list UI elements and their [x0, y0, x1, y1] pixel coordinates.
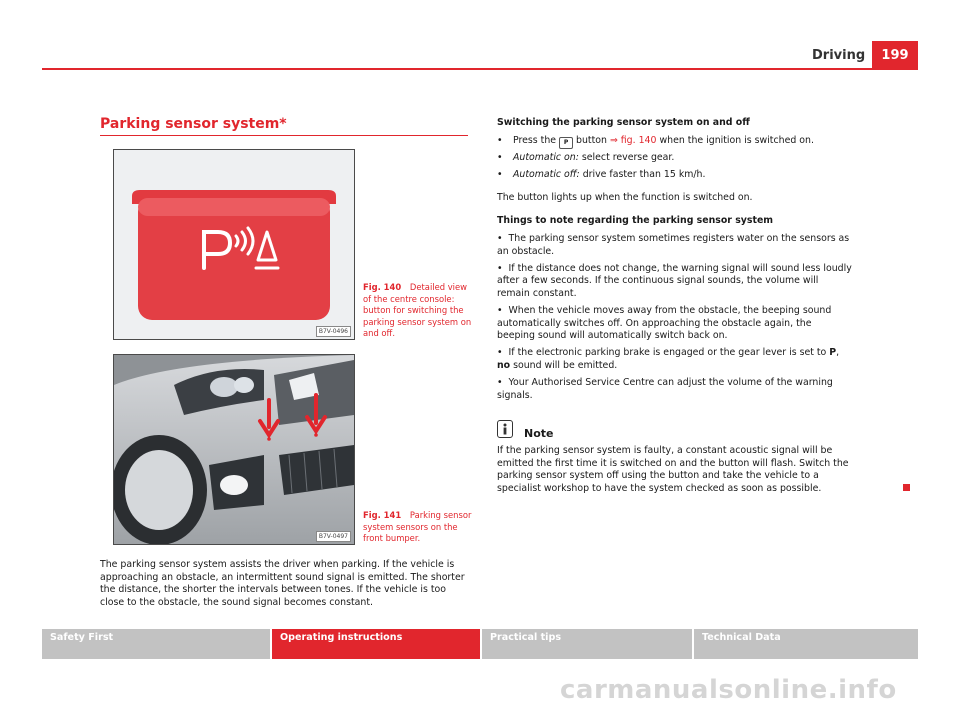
info-glyph	[500, 423, 510, 435]
list-item: • If the distance does not change, the warning signal will sound less loudly after a few seconds. If the continuous signal sounds, the volume will remain constant.	[497, 262, 852, 299]
list-item: • If the electronic parking brake is engaged or the gear lever is set to P, no sound will be emitted.	[497, 347, 840, 371]
figure-141-caption	[363, 510, 473, 545]
figure-reference-link[interactable]: ⇒ fig. 140	[609, 135, 657, 146]
bullet-dot: •	[497, 152, 503, 163]
note-label: Note	[524, 427, 554, 440]
figure-caption-text: Detailed view of the centre console: button for switching the parking sensor system on and off.	[363, 282, 472, 338]
header-rule	[42, 68, 918, 70]
list-item-text: ,	[836, 347, 840, 359]
list-item-text: The parking sensor system sometimes registers water on the sensors as an obstacle.	[497, 233, 850, 257]
bullet-emphasis: Automatic on:	[513, 152, 579, 163]
figure-140-image	[113, 149, 355, 340]
bullet-text: when the ignition is switched on.	[659, 135, 814, 146]
front-bumper-illustration	[114, 355, 354, 544]
list-item-bold: P	[829, 347, 837, 359]
bullet-text: drive faster than 15 km/h.	[582, 169, 706, 180]
button-lit-text: The button lights up when the function is switched on.	[497, 192, 753, 203]
list-item-bold: no	[497, 359, 511, 371]
page-number: 199	[872, 41, 918, 69]
figure-code: B7V-0497	[316, 531, 351, 542]
park-assist-button-illustration	[114, 150, 354, 339]
note-text: If the parking sensor system is faulty, a constant acoustic signal will be emitted the first time it is switched on and the button will flash. Switch the parking sensor system off using the button and take the vehicle to a specialist workshop to have the system checked as soon as possible.	[497, 445, 849, 494]
figure-140-caption	[363, 282, 473, 340]
switching-bullet-3	[497, 169, 857, 182]
figure-caption-text: Parking sensor system sensors on the front bumper.	[363, 510, 472, 543]
section-title: Parking sensor system*	[100, 116, 287, 132]
list-item-text: If the distance does not change, the warning signal will sound less loudly after a few seconds. If the continuous signal sounds, the volume will remain constant.	[497, 262, 852, 299]
tab-technical-data[interactable]: Technical Data	[694, 629, 918, 659]
section-rule	[100, 135, 468, 136]
list-item: • The parking sensor system sometimes registers water on the sensors as an obstacle.	[497, 233, 850, 257]
watermark: carmanualsonline.info	[560, 675, 897, 705]
figure-label: Fig. 140	[363, 282, 402, 292]
figure-code: B7V-0496	[316, 326, 351, 337]
switching-bullet-2	[497, 152, 857, 165]
figure-label: Fig. 141	[363, 510, 402, 520]
things-list	[497, 233, 852, 407]
section-end-marker	[903, 484, 910, 491]
switching-bullet-1	[497, 135, 857, 149]
bullet-text: button	[576, 135, 607, 146]
intro-paragraph: The parking sensor system assists the driver when parking. If the vehicle is approaching an obstacle, an intermittent sound signal is emitted. The shorter the distance, the shorter the intervals between tones. If the vehicle is too close to the obstacle, the sound signal becomes constant.	[100, 559, 465, 608]
running-header-title: Driving	[812, 48, 866, 63]
figure-141-image	[113, 354, 355, 545]
bullet-emphasis: Automatic off:	[513, 169, 580, 180]
bullet-dot: •	[497, 169, 503, 180]
list-item-text: sound will be emitted.	[510, 359, 618, 371]
switching-heading: Switching the parking sensor system on and off	[497, 117, 750, 128]
tab-safety-first[interactable]: Safety First	[42, 629, 270, 659]
tab-operating-instructions[interactable]: Operating instructions	[272, 629, 480, 659]
list-item: • Your Authorised Service Centre can adjust the volume of the warning signals.	[497, 376, 833, 401]
list-item: • When the vehicle moves away from the obstacle, the beeping sound automatically switches off. On approaching the obstacle again, the beeping sound will automatically switch back on.	[497, 304, 832, 342]
park-assist-button-icon: P	[559, 137, 573, 149]
bullet-text: select reverse gear.	[581, 152, 675, 163]
note-icon	[497, 420, 513, 438]
list-item-text: When the vehicle moves away from the obstacle, the beeping sound automatically switches off. On approaching the obstacle again, the beeping sound will automatically switch back on.	[497, 304, 832, 342]
tab-practical-tips[interactable]: Practical tips	[482, 629, 692, 659]
bullet-text: Press the	[513, 135, 557, 146]
bullet-dot: •	[497, 135, 503, 146]
list-item-text: Your Authorised Service Centre can adjust the volume of the warning signals.	[497, 376, 833, 401]
list-item-text: If the electronic parking brake is engaged or the gear lever is set to	[508, 347, 827, 359]
things-heading: Things to note regarding the parking sensor system	[497, 215, 774, 226]
